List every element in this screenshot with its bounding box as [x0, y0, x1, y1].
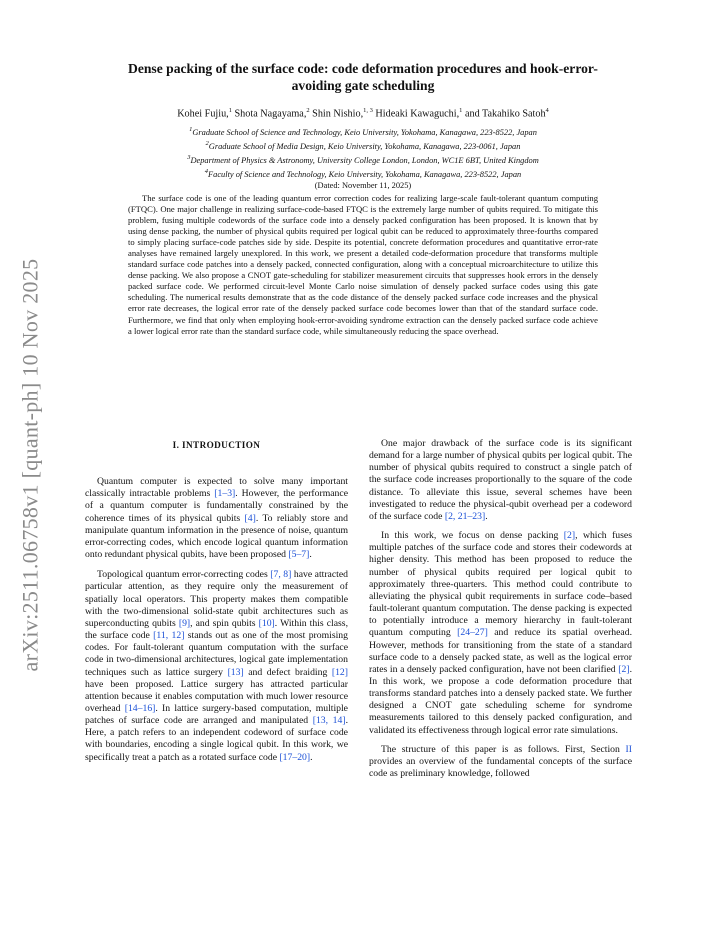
section-link[interactable]: II — [625, 743, 632, 755]
citation-link[interactable]: [4] — [244, 512, 256, 524]
author-name: Hideaki Kawaguchi, — [372, 108, 460, 120]
author-affil-mark: 1 — [459, 107, 463, 114]
paragraph: The structure of this paper is as follows. First, Section II provides an overview of the fundamental concepts of the surface code as preliminary knowledge, followed — [369, 743, 632, 780]
citation-link[interactable]: [5–7] — [288, 549, 310, 561]
citation-link[interactable]: [11, 12] — [153, 630, 185, 642]
citation-link[interactable]: [17–20] — [279, 751, 311, 763]
date-line: (Dated: November 11, 2025) — [314, 180, 412, 190]
affiliation-line: $^4$Faculty of Science and Technology, Keio University, Yokohama, Kanagawa, 223-8522, Japan — [204, 167, 522, 179]
right-column — [369, 438, 632, 787]
paragraph: Topological quantum error-correcting codes [7, 8] have attracted particular attention, as they require only the measurement of spatially local operators. This property makes them compatible with the two-dimensional solid-state qubit architectures such as superconducting qubits [9], and spin qubits [10]. Within this class, the surface code [11, 12] stands out as one of the most promising codes. For fault-tolerant quantum computation with the surface code in two-dimensional architectures, logical gate implementation techniques such as lattice surgery [13] and defect braiding [12] have been proposed. Lattice surgery has attracted particular attention because it enables computation with much lower resource overhead [14–16]. In lattice surgery-based computation, multiple patches of surface code are arranged and manipulated [13, 14]. Here, a patch refers to an independent codeword of surface code with boundaries, encoding a single logical qubit. In this work, we specifically treat a patch as a rotated surface code [17–20]. — [85, 569, 349, 763]
citation-link[interactable]: [1–3] — [214, 488, 236, 500]
author-name: Shota Nagayama, — [231, 108, 307, 120]
author-affil-mark: 1 — [228, 107, 232, 114]
author-affil-mark: 1, 3 — [363, 107, 373, 114]
citation-link[interactable]: [12] — [331, 666, 348, 678]
paragraph: One major drawback of the surface code is its significant demand for a large number of physical qubits per logical qubit. The number of physical qubits required to construct a single patch of the surface code increases proportionally to the square of the code distance. To alleviate this issue, several schemes have been investigated to reduce the physical-qubit overhead per a codeword of the surface code [2, 21–23]. — [369, 438, 632, 522]
citation-link[interactable]: [24–27] — [457, 627, 488, 639]
arxiv-identifier-text: arXiv:2511.06758v1 [quant-ph] 10 Nov 2025 — [17, 258, 42, 672]
citation-link[interactable]: [13] — [227, 666, 244, 678]
affiliation-line: $^3$Department of Physics & Astronomy, University College London, London, WC1E 6BT, United Kingdom — [187, 153, 539, 165]
citation-link[interactable]: [13, 14] — [312, 715, 346, 727]
citation-link[interactable]: [2, 21–23] — [444, 510, 486, 522]
citation-link[interactable]: [7, 8] — [270, 569, 292, 581]
author-affil-mark: 2 — [306, 107, 310, 114]
author-name: Kohei Fujiu, — [177, 108, 229, 120]
section-heading: I. INTRODUCTION — [172, 440, 261, 450]
paragraph: In this work, we focus on dense packing [2], which fuses multiple patches of the surface code and stores their codewords at higher density. This method has been proposed to reduce the number of physical qubits required per logical qubit to approximately three-quarters. This method could contribute to alleviating the physical qubit requirements in surface code–based fault-tolerant quantum computation. The dense packing is expected to potentially introduce a memory hierarchy in fault-tolerant quantum computing [24–27] and reduce its spatial overhead. However, methods for transitioning from the state of a standard surface code to a densely packed state, as well as the logical error rates in a densely packed configuration, have not been clarified [2]. In this work, we propose a code deformation procedure that transforms standard patches into a densely packed state. We further designed a CNOT gate scheduling scheme for syndrome measurements tailored to this densely packed configuration, and validated its effectiveness through logical error rate simulations. — [369, 530, 633, 736]
abstract: The surface code is one of the leading quantum error correction codes for realizing large-scale fault-tolerant quantum computing (FTQC). One major challenge in realizing surface-code-based FTQC is the extremely large number of qubits required. To mitigate this problem, fusing multiple codewords of the surface code into a densely packed configuration has been proposed. It is known that by using dense packing, the number of physical qubits required per logical qubit can be reduced to approximately three-fourths compared to simply placing surface-code patches side by side. Despite its potential, concrete deformation procedures and quantitative error-rate analyses have remained largely unexplored. In this work, we present a detailed code-deformation procedure that transforms multiple standard surface code patches into a densely packed, connected configuration, along with a conceptual microarchitecture to utilize this dense packing. We also propose a CNOT gate-scheduling for stabilizer measurement circuits that suppresses hook errors in the densely packed surface code. We performed circuit-level Monte Carlo noise simulation of densely packed surface codes using this gate scheduling. The numerical results demonstrate that as the code distance of the densely packed surface code increases and the physical error rate decreases, the logical error rate of the densely packed surface code becomes lower than that of the standard surface code. Furthermore, we find that only when employing hook-error-avoiding syndrome extraction can the densely packed surface code achieve a lower logical error rate than the standard surface code, while simultaneously reducing the space overhead. — [128, 193, 598, 336]
citation-link[interactable]: [14–16] — [124, 702, 156, 714]
paper-title: Dense packing of the surface code: code deformation procedures and hook-error-avoiding gate scheduling — [128, 61, 598, 93]
arxiv-identifier — [8, 230, 52, 700]
affiliations — [100, 124, 626, 191]
author-affil-mark: 4 — [545, 107, 549, 114]
citation-link[interactable]: [2] — [618, 663, 630, 675]
citation-link[interactable]: [9] — [178, 617, 191, 629]
citation-link[interactable]: [10] — [258, 617, 275, 629]
affiliation-line: $^2$Graduate School of Media Design, Keio University, Yokohama, Kanagawa, 223-0061, Japan — [205, 139, 521, 151]
left-column — [85, 436, 348, 772]
paragraph: Quantum computer is expected to solve many important classically intractable problems [1–3]. However, the performance of a quantum computer is fundamentally constrained by the coherence times of its physical qubits [4]. To reliably store and manipulate quantum information in the presence of noise, quantum error-correcting codes, which encode logical quantum information onto redundant physical qubits, have been proposed [5–7]. — [85, 476, 348, 561]
citation-link[interactable]: [2] — [563, 530, 576, 542]
author-name: Shin Nishio, — [309, 108, 364, 120]
affiliation-line: $^1$Graduate School of Science and Technology, Keio University, Yokohama, Kanagawa, 223-8522, Japan — [189, 126, 537, 137]
author-name: and Takahiko Satoh — [462, 108, 546, 120]
author-list — [110, 107, 616, 119]
